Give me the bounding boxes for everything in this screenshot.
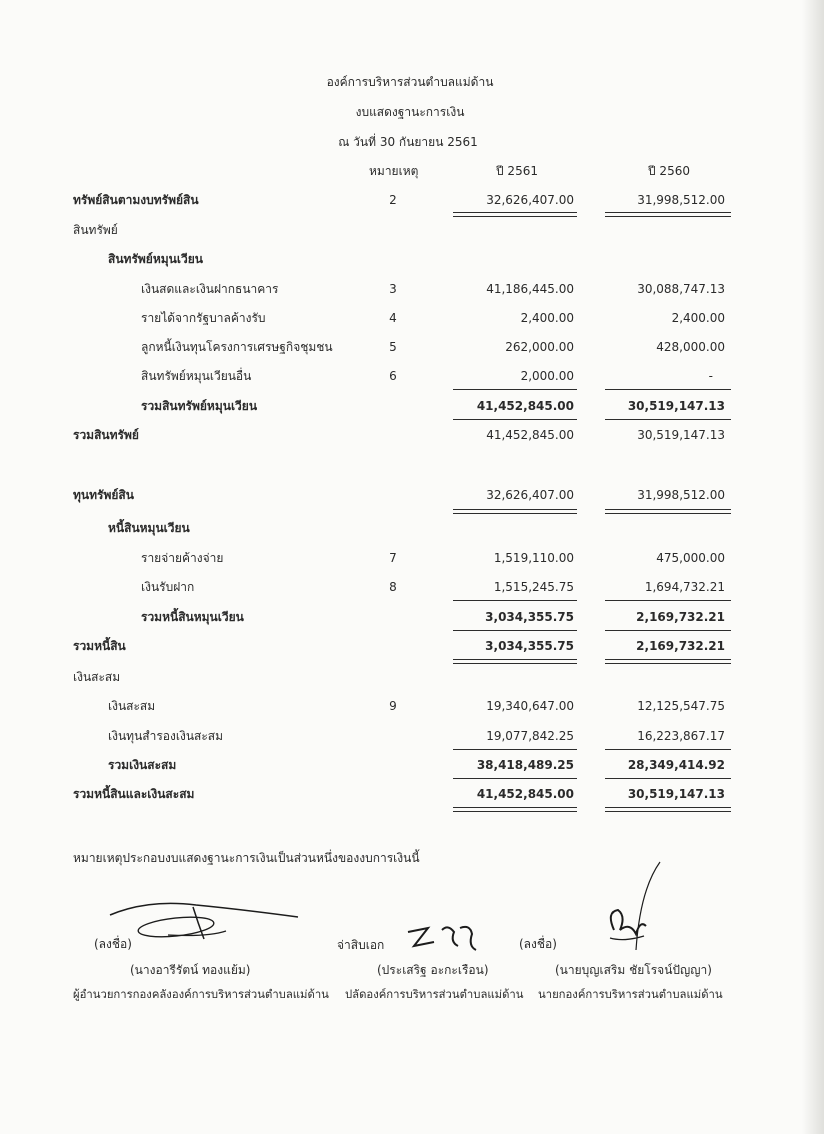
double-underline — [605, 663, 731, 664]
row-note: 9 — [389, 699, 397, 713]
row-value-2561: 1,519,110.00 — [493, 551, 574, 565]
row-value-2560: 30,519,147.13 — [637, 428, 725, 442]
signer-title-right: นายกองค์การบริหารส่วนตำบลแม่ด้าน — [538, 988, 723, 1001]
row-label: รวมเงินสะสม — [108, 758, 177, 772]
col-header-2560: ปี 2560 — [648, 164, 690, 178]
row-label: รวมหนี้สินหมุนเวียน — [141, 610, 244, 624]
double-underline — [605, 513, 731, 514]
double-underline — [453, 807, 577, 808]
row-note: 5 — [389, 340, 397, 354]
single-underline — [605, 630, 731, 631]
signer-name-middle: (ประเสริฐ อะกะเรือน) — [377, 963, 489, 977]
row-value-2561: 41,186,445.00 — [486, 282, 574, 296]
section-heading: สินทรัพย์ — [73, 223, 118, 237]
row-value-2561: 41,452,845.00 — [486, 428, 574, 442]
row-value-2561: 262,000.00 — [505, 340, 574, 354]
statement-title: งบแสดงฐานะการเงิน — [355, 105, 465, 119]
double-underline — [605, 807, 731, 808]
row-value-2561: 2,000.00 — [520, 369, 574, 383]
row-value-2560: 12,125,547.75 — [637, 699, 725, 713]
row-note: 3 — [389, 282, 397, 296]
row-note: 6 — [389, 369, 397, 383]
row-value-2561: 3,034,355.75 — [485, 610, 574, 624]
double-underline — [605, 509, 731, 510]
row-label: รวมสินทรัพย์หมุนเวียน — [141, 399, 258, 413]
signature-left — [108, 895, 303, 945]
double-underline — [605, 659, 731, 660]
row-label: เงินสะสม — [108, 699, 156, 713]
row-value-2560: 1,694,732.21 — [644, 580, 725, 594]
org-name: องค์การบริหารส่วนตำบลแม่ด้าน — [326, 75, 494, 89]
signer-name-right: (นายบุญเสริม ชัยโรจน์ปัญญา) — [555, 963, 712, 977]
row-note: 4 — [389, 311, 397, 325]
single-underline — [453, 749, 577, 750]
single-underline — [453, 630, 577, 631]
row-value-2561: 38,418,489.25 — [476, 758, 574, 772]
row-value-2561: 1,515,245.75 — [493, 580, 574, 594]
row-label: สินทรัพย์หมุนเวียนอื่น — [141, 369, 252, 383]
double-underline — [453, 212, 577, 213]
row-value-2560: - — [708, 369, 713, 383]
row-label: ทรัพย์สินตามงบทรัพย์สิน — [73, 193, 199, 207]
row-value-2560: 31,998,512.00 — [637, 193, 725, 207]
double-underline — [453, 509, 577, 510]
row-value-2561: 2,400.00 — [520, 311, 574, 325]
row-value-2561: 19,077,842.25 — [486, 729, 574, 743]
statement-date: ณ วันที่ 30 กันยายน 2561 — [338, 135, 478, 149]
row-value-2560: 30,519,147.13 — [627, 787, 725, 801]
row-label: เงินสดและเงินฝากธนาคาร — [141, 282, 279, 296]
row-label: รายจ่ายค้างจ่าย — [141, 551, 224, 565]
row-value-2560: 475,000.00 — [656, 551, 725, 565]
single-underline — [453, 778, 577, 779]
single-underline — [453, 389, 577, 390]
single-underline — [605, 778, 731, 779]
single-underline — [605, 600, 731, 601]
rank-label-middle: จ่าสิบเอก — [337, 938, 385, 952]
col-header-note: หมายเหตุ — [369, 164, 419, 178]
row-note: 8 — [389, 580, 397, 594]
row-label: รวมสินทรัพย์ — [73, 428, 139, 442]
row-value-2560: 2,169,732.21 — [636, 639, 725, 653]
row-value-2561: 41,452,845.00 — [476, 787, 574, 801]
row-label: ลูกหนี้เงินทุนโครงการเศรษฐกิจชุมชน — [141, 340, 333, 354]
double-underline — [605, 811, 731, 812]
double-underline — [605, 216, 731, 217]
double-underline — [453, 663, 577, 664]
scan-edge-shadow — [802, 0, 824, 1134]
signer-title-middle: ปลัดองค์การบริหารส่วนตำบลแม่ด้าน — [345, 988, 524, 1001]
row-label: รวมหนี้สิน — [73, 639, 126, 653]
section-heading: เงินสะสม — [73, 670, 121, 684]
signer-title-left: ผู้อำนวยการกองคลังองค์การบริหารส่วนตำบลแม่ด้าน — [73, 988, 329, 1001]
row-label: รายได้จากรัฐบาลค้างรับ — [141, 311, 266, 325]
subsection-heading: สินทรัพย์หมุนเวียน — [108, 252, 203, 266]
row-value-2560: 16,223,867.17 — [637, 729, 725, 743]
row-value-2561: 41,452,845.00 — [476, 399, 574, 413]
double-underline — [453, 216, 577, 217]
row-value-2560: 31,998,512.00 — [637, 488, 725, 502]
row-value-2561: 32,626,407.00 — [486, 193, 574, 207]
row-value-2560: 28,349,414.92 — [627, 758, 725, 772]
row-label: เงินทุนสำรองเงินสะสม — [108, 729, 224, 743]
footnote: หมายเหตุประกอบงบแสดงฐานะการเงินเป็นส่วนหนึ่งของงบการเงินนี้ — [73, 851, 420, 865]
row-value-2560: 2,400.00 — [671, 311, 725, 325]
row-value-2560: 428,000.00 — [656, 340, 725, 354]
double-underline — [453, 513, 577, 514]
row-value-2561: 32,626,407.00 — [486, 488, 574, 502]
row-label: ทุนทรัพย์สิน — [73, 488, 134, 502]
signature-middle — [404, 920, 484, 954]
single-underline — [605, 419, 731, 420]
row-value-2561: 3,034,355.75 — [485, 639, 574, 653]
row-value-2560: 30,088,747.13 — [637, 282, 725, 296]
single-underline — [453, 419, 577, 420]
subsection-heading: หนี้สินหมุนเวียน — [108, 521, 190, 535]
sign-label-left: (ลงชื่อ) — [94, 937, 132, 951]
row-label: เงินรับฝาก — [141, 580, 195, 594]
double-underline — [605, 212, 731, 213]
col-header-2561: ปี 2561 — [496, 164, 538, 178]
single-underline — [605, 749, 731, 750]
row-value-2560: 2,169,732.21 — [636, 610, 725, 624]
double-underline — [453, 811, 577, 812]
sign-label-right: (ลงชื่อ) — [519, 937, 557, 951]
single-underline — [605, 389, 731, 390]
row-value-2560: 30,519,147.13 — [627, 399, 725, 413]
row-label: รวมหนี้สินและเงินสะสม — [73, 787, 195, 801]
signer-name-left: (นางอารีรัตน์ ทองแย้ม) — [130, 963, 251, 977]
single-underline — [453, 600, 577, 601]
signature-right — [600, 860, 672, 960]
row-value-2561: 19,340,647.00 — [486, 699, 574, 713]
double-underline — [453, 659, 577, 660]
row-note: 2 — [389, 193, 397, 207]
row-note: 7 — [389, 551, 397, 565]
